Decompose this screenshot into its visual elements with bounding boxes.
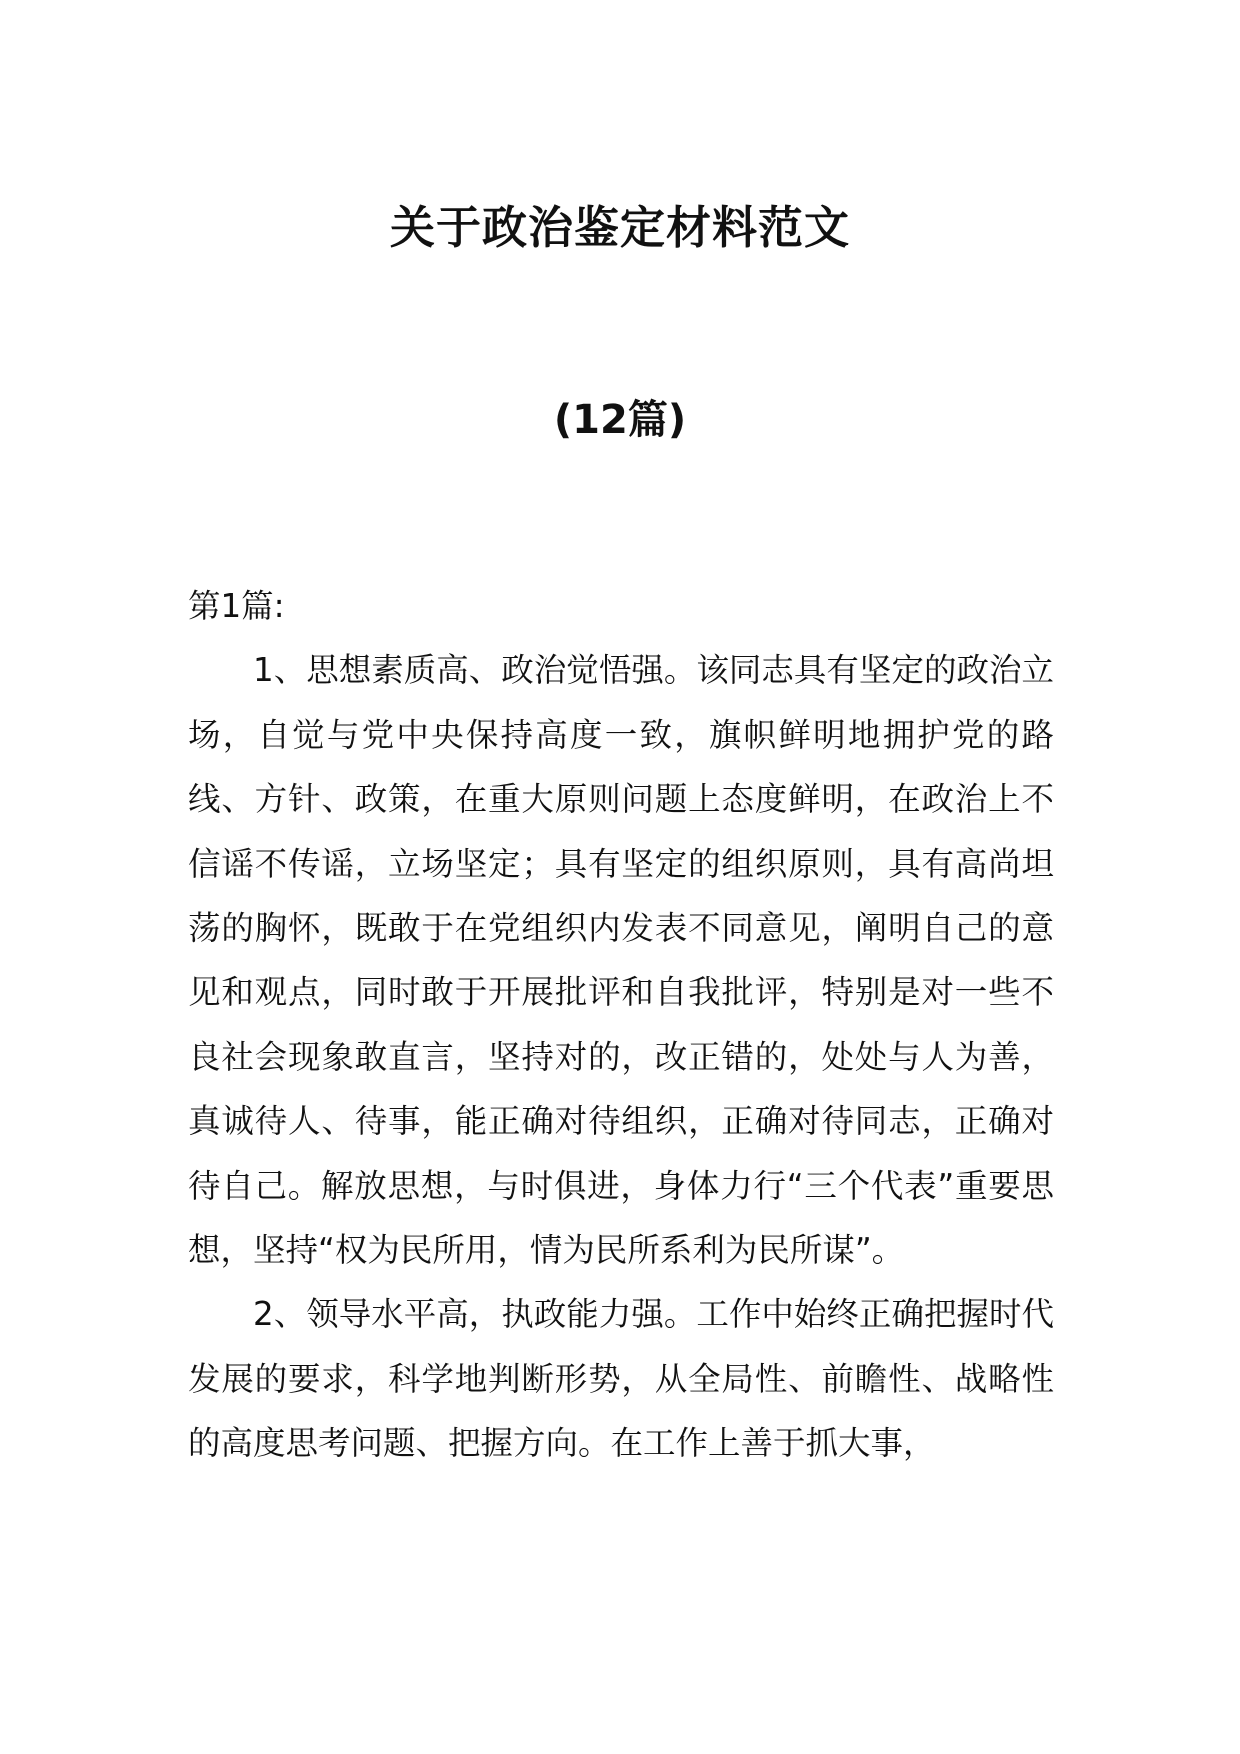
document-subtitle: (12篇): [553, 397, 687, 443]
section-label: 第1篇:: [188, 587, 285, 625]
paragraph-2: 2、领导水平高，执政能力强。工作中始终正确把握时代发展的要求，科学地判断形势，从全局性、前瞻性、战略性的高度思考问题、把握方向。在工作上善于抓大事，: [188, 1295, 1054, 1463]
paragraph-1: 1、思想素质高、政治觉悟强。该同志具有坚定的政治立场，自觉与党中央保持高度一致，旗帜鲜明地拥护党的路线、方针、政策，在重大原则问题上态度鲜明，在政治上不信谣不传谣，立场坚定；具有坚定的组织原则，具有高尚坦荡的胸怀，既敢于在党组织内发表不同意见，阐明自己的意见和观点，同时敢于开展批评和自我批评，特别是对一些不良社会现象敢直言，坚持对的，改正错的，处处与人为善，真诚待人、待事，能正确对待组织，正确对待同志，正确对待自己。解放思想，与时俱进，身体力行“三个代表”重要思想，坚持“权为民所用，情为民所系利为民所谋”。: [188, 651, 1054, 1270]
document-body: [188, 574, 1054, 1476]
document-title: 关于政治鉴定材料范文: [389, 201, 850, 254]
